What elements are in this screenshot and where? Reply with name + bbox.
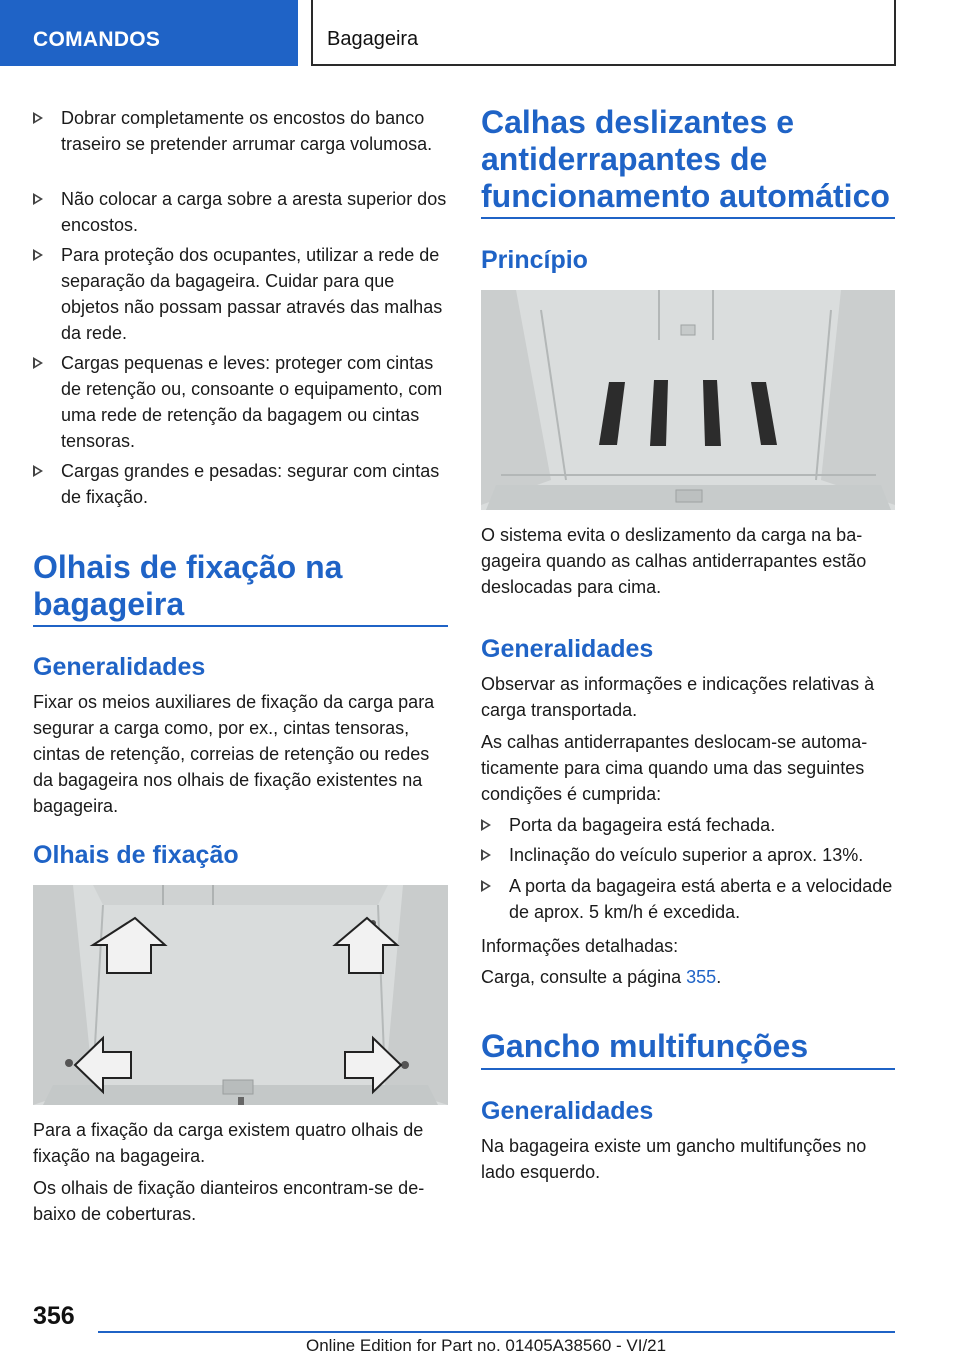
chapter-title-box [311, 0, 896, 66]
triangle-bullet-icon [33, 249, 43, 261]
edition-info: Online Edition for Part no. 01405A38560 - VI/21 [306, 1336, 667, 1355]
section-heading: Calhas deslizantes e antiderrapantes de funcionamento automático [481, 104, 890, 214]
list-item: Para proteção dos ocupantes, utilizar a rede de separação da bagageira. Cuidar para que objetos não possam passar através das malhas da rede. [33, 242, 448, 346]
trunk-eyelets-photo [33, 885, 448, 1105]
paragraph: Na bagageira existe um gancho multifunções no lado esquerdo. [481, 1136, 867, 1182]
list-item: Porta da bagageira está fechada. [481, 812, 901, 838]
chapter-title: Bagageira [327, 28, 419, 50]
list-item: Inclinação do veículo superior a aprox. 13%. [481, 842, 901, 868]
subheading: Generalidades [481, 1097, 654, 1125]
triangle-bullet-icon [33, 112, 43, 124]
subheading: Generalidades [481, 635, 654, 663]
page-link[interactable]: 355 [686, 967, 717, 987]
triangle-bullet-icon [481, 880, 491, 892]
triangle-bullet-icon [33, 465, 43, 477]
list-item: Cargas grandes e pesadas: segurar com cintas de fixação. [33, 458, 448, 510]
caption: Para a fixação da carga existem quatro olhais de fixação na bagageira. [33, 1120, 424, 1166]
page-number: 356 [33, 1302, 75, 1330]
heading-rule [481, 1068, 895, 1070]
subheading: Generalidades [33, 653, 206, 681]
info-label: Informações detalhadas: [481, 936, 679, 956]
section-tab [0, 0, 298, 66]
section-heading: Gancho multifunções [481, 1028, 809, 1064]
list-item: Não colocar a carga sobre a aresta superior dos encostos. [33, 186, 448, 238]
anti-slip-rails-photo [481, 290, 895, 510]
heading-rule [481, 217, 895, 219]
triangle-bullet-icon [33, 193, 43, 205]
list-item: Dobrar completamente os encostos do banco traseiro se pretender arrumar carga volumosa. [33, 105, 448, 157]
paragraph: O sistema evita o deslizamento da carga na bagageira quando as calhas antiderrapantes estão deslocadas para cima. [481, 525, 867, 597]
caption: Os olhais de fixação dianteiros encontram-se debaixo de coberturas. [33, 1178, 425, 1224]
list-item: Cargas pequenas e leves: proteger com cintas de retenção ou, consoante o equipamento, com uma rede de retenção da bagagem ou cintas tensoras. [33, 350, 448, 454]
cross-reference: Carga, consulte a página 355. [481, 967, 722, 987]
triangle-bullet-icon [33, 357, 43, 369]
footer-rule [98, 1331, 895, 1333]
triangle-bullet-icon [481, 849, 491, 861]
paragraph: Fixar os meios auxiliares de fixação da carga para segurar a carga como, por ex., cintas tensoras, cintas de retenção, correias de retenção ou redes da bagageira nos olhais de fixação existentes na bagageira. [33, 692, 435, 816]
subheading: Olhais de fixação [33, 841, 239, 869]
section-label: COMANDOS [33, 28, 161, 51]
section-heading: Olhais de fixação na bagageira [33, 549, 343, 622]
triangle-bullet-icon [481, 819, 491, 831]
paragraph: Observar as informações e indicações relativas à carga transportada. [481, 674, 875, 720]
heading-rule [33, 625, 448, 627]
list-item: A porta da bagageira está aberta e a velocidade de aprox. 5 km/h é excedida. [481, 873, 901, 925]
subheading: Princípio [481, 246, 588, 274]
paragraph: As calhas antiderrapantes deslocam-se automaticamente para cima quando uma das seguintes condições é cumprida: [481, 732, 868, 804]
